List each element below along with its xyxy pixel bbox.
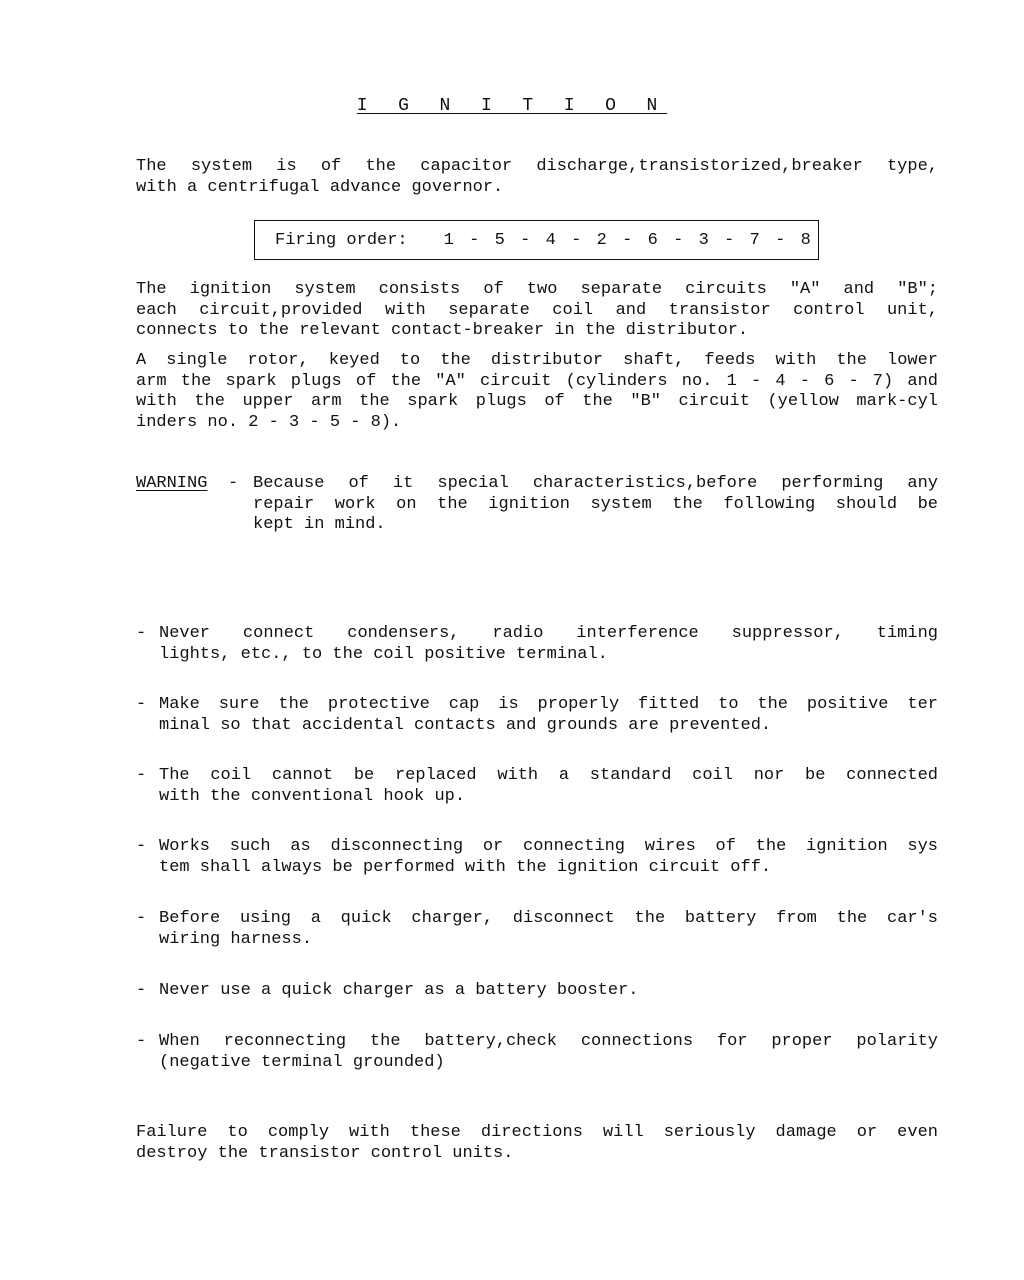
bullet-line: When reconnecting the battery,check connections for proper polarity bbox=[159, 1032, 938, 1051]
warning-line: repair work on the ignition system the following should be bbox=[253, 494, 938, 514]
bullet-item bbox=[136, 695, 938, 736]
bullet-dash: - bbox=[136, 1032, 147, 1051]
intro-line: The system is of the capacitor discharge,transistorized,breaker type, bbox=[136, 157, 938, 176]
bullet-item bbox=[136, 766, 938, 807]
circuits-paragraph bbox=[136, 280, 938, 342]
bullet-item bbox=[136, 1032, 938, 1073]
firing-order-label: Firing order: bbox=[275, 230, 408, 250]
rotor-line: with the upper arm the spark plugs of the "B" circuit (yellow mark-cyl bbox=[136, 392, 938, 411]
circuits-line: The ignition system consists of two separate circuits "A" and "B"; bbox=[136, 280, 938, 299]
bullet-dash: - bbox=[136, 981, 147, 1000]
firing-order-sequence: 1 - 5 - 4 - 2 - 6 - 3 - 7 - 8 bbox=[443, 230, 814, 250]
closing-line: destroy the transistor control units. bbox=[136, 1143, 514, 1163]
closing-line: Failure to comply with these directions will seriously damage or even bbox=[136, 1123, 938, 1142]
circuits-line: each circuit,provided with separate coil and transistor control unit, bbox=[136, 300, 938, 320]
bullet-line: lights, etc., to the coil positive terminal. bbox=[159, 644, 608, 664]
bullet-line: Never use a quick charger as a battery booster. bbox=[159, 981, 639, 1000]
bullet-item bbox=[136, 837, 938, 878]
bullet-line: Before using a quick charger, disconnect the battery from the car's bbox=[159, 909, 938, 928]
rotor-line: arm the spark plugs of the "A" circuit (cylinders no. 1 - 4 - 6 - 7) and bbox=[136, 371, 938, 391]
bullet-dash: - bbox=[136, 837, 147, 856]
intro-line: with a centrifugal advance governor. bbox=[136, 177, 504, 197]
warning-text bbox=[253, 474, 938, 536]
bullet-line: tem shall always be performed with the ignition circuit off. bbox=[159, 857, 772, 877]
bullet-dash: - bbox=[136, 909, 147, 928]
bullet-line: with the conventional hook up. bbox=[159, 786, 466, 806]
page-title: I G N I T I O N bbox=[356, 96, 668, 116]
bullet-dash: - bbox=[136, 624, 147, 643]
warning-line: Because of it special characteristics,before performing any bbox=[253, 474, 938, 493]
bullet-line: wiring harness. bbox=[159, 929, 313, 949]
closing-paragraph bbox=[136, 1123, 938, 1164]
rotor-line: inders no. 2 - 3 - 5 - 8). bbox=[136, 412, 402, 432]
bullet-line: Works such as disconnecting or connecting wires of the ignition sys bbox=[159, 837, 938, 856]
bullet-line: The coil cannot be replaced with a standard coil nor be connected bbox=[159, 766, 938, 785]
bullet-dash: - bbox=[136, 695, 147, 714]
bullet-line: (negative terminal grounded) bbox=[159, 1052, 445, 1072]
bullet-item bbox=[136, 909, 938, 950]
circuits-line: connects to the relevant contact-breaker in the distributor. bbox=[136, 321, 749, 340]
bullet-item bbox=[136, 624, 938, 665]
bullet-item bbox=[136, 981, 938, 1002]
rotor-line: A single rotor, keyed to the distributor shaft, feeds with the lower bbox=[136, 351, 938, 370]
warning-dash: - bbox=[228, 474, 239, 493]
bullet-dash: - bbox=[136, 766, 147, 785]
firing-order-box bbox=[254, 220, 819, 260]
bullet-line: minal so that accidental contacts and grounds are prevented. bbox=[159, 715, 772, 735]
bullet-line: Make sure the protective cap is properly fitted to the positive ter bbox=[159, 695, 938, 714]
rotor-paragraph bbox=[136, 351, 938, 433]
bullet-line: Never connect condensers, radio interference suppressor, timing bbox=[159, 624, 938, 643]
intro-paragraph bbox=[136, 157, 938, 198]
warning-line: kept in mind. bbox=[253, 515, 386, 534]
warning-label: WARNING bbox=[136, 474, 208, 493]
